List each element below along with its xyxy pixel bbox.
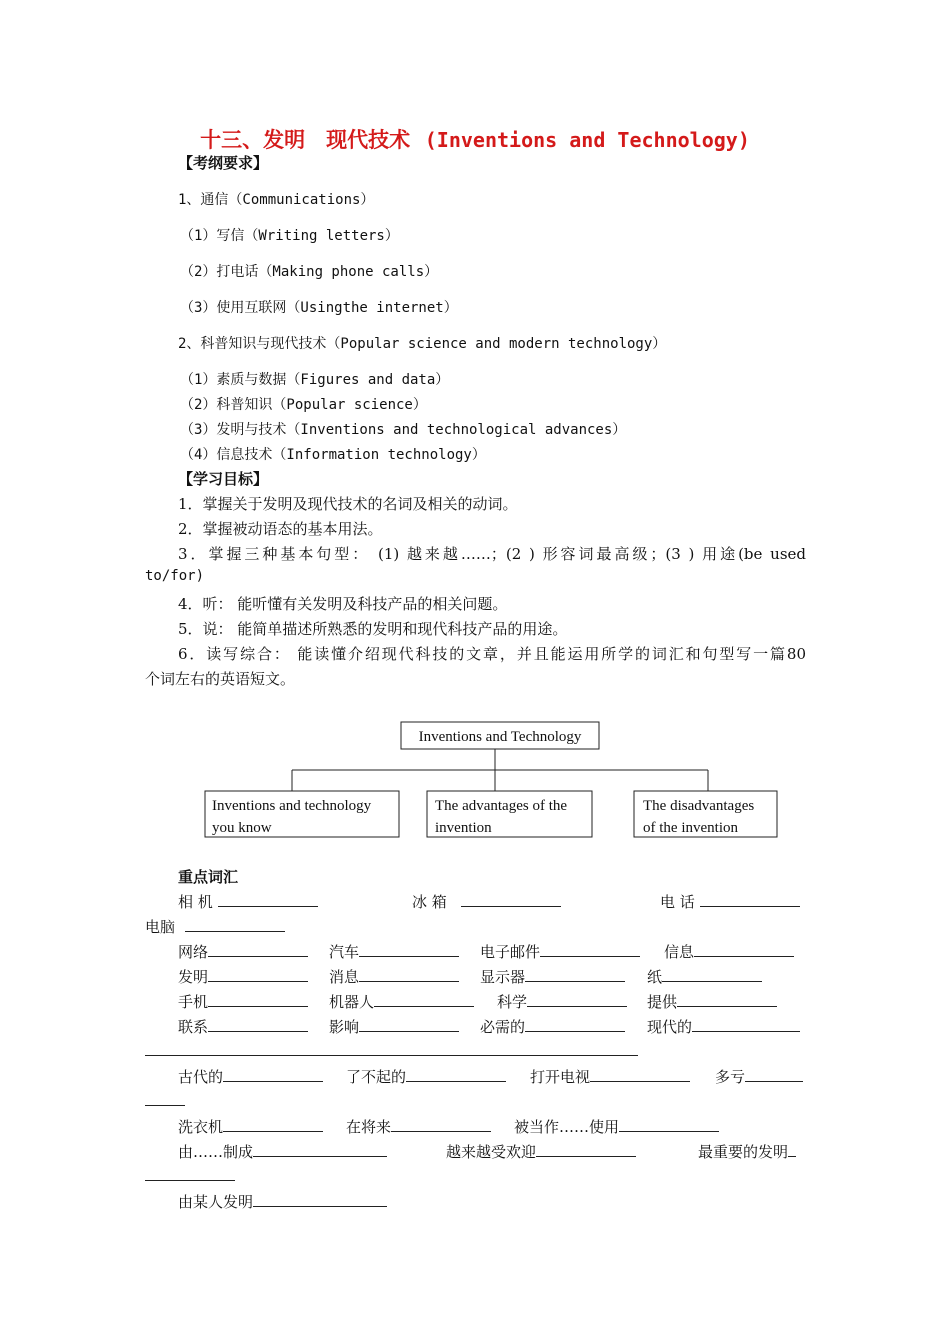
vocab-word: 古代的 <box>178 1068 224 1086</box>
answer-blank[interactable] <box>208 967 308 982</box>
vocab-item <box>329 991 474 1012</box>
answer-blank[interactable] <box>208 992 308 1007</box>
vocab-word: 必需的 <box>480 1018 526 1036</box>
answer-blank[interactable] <box>208 942 308 957</box>
vocab-item <box>412 891 561 912</box>
vocab-item <box>178 966 308 987</box>
vocab-word: 多亏 <box>715 1068 746 1086</box>
vocab-item <box>647 1016 800 1037</box>
vocab-word: 了不起的 <box>346 1068 407 1086</box>
vocab-word: 发明 <box>178 968 209 986</box>
exam-item: （1）素质与数据（Figures and data） <box>180 372 450 388</box>
vocab-item <box>178 1116 323 1137</box>
vocab-item <box>664 941 794 962</box>
goal-item: 2．掌握被动语态的基本用法。 <box>178 520 383 538</box>
vocab-word: 最重要的发明 <box>698 1143 789 1161</box>
answer-blank-cont[interactable] <box>145 1041 638 1056</box>
answer-blank[interactable] <box>677 992 777 1007</box>
exam-item: （1）写信（Writing letters） <box>180 228 399 244</box>
vocab-word: 在将来 <box>346 1118 392 1136</box>
vocab-item <box>647 991 777 1012</box>
vocab-item <box>178 1191 387 1212</box>
vocab-word: 科学 <box>497 993 528 1011</box>
vocab-item <box>715 1066 803 1087</box>
answer-blank[interactable] <box>692 1017 800 1032</box>
answer-blank[interactable] <box>619 1117 719 1132</box>
vocab-word: 提供 <box>647 993 678 1011</box>
vocab-item <box>178 1141 387 1162</box>
diagram-child-label: The advantages of the <box>435 798 568 814</box>
vocab-item <box>446 1141 636 1162</box>
vocab-item <box>480 1016 625 1037</box>
vocab-item <box>178 891 318 912</box>
answer-blank[interactable] <box>218 892 318 907</box>
answer-blank[interactable] <box>700 892 800 907</box>
topic-diagram <box>200 718 785 843</box>
answer-blank[interactable] <box>540 942 640 957</box>
answer-blank[interactable] <box>185 917 285 932</box>
answer-blank[interactable] <box>223 1117 323 1132</box>
goal-item: 6．读写综合： 能读懂介绍现代科技的文章，并且能运用所学的词汇和句型写一篇80 <box>178 645 806 663</box>
goal-item-cont: 个词左右的英语短文。 <box>145 670 296 688</box>
vocab-item <box>329 966 459 987</box>
answer-blank[interactable] <box>590 1067 690 1082</box>
diagram-child-label: invention <box>435 820 492 836</box>
answer-blank[interactable] <box>359 942 459 957</box>
vocab-word: 由……制成 <box>178 1143 254 1161</box>
answer-blank[interactable] <box>223 1067 323 1082</box>
vocab-word: 网络 <box>178 943 209 961</box>
answer-blank-cont[interactable] <box>145 1166 235 1181</box>
title-cn: 十三、发明 现代技术 <box>200 128 411 152</box>
vocab-word: 信息 <box>664 943 695 961</box>
answer-blank[interactable] <box>662 967 762 982</box>
answer-blank[interactable] <box>536 1142 636 1157</box>
vocab-word: 被当作……使用 <box>514 1118 620 1136</box>
vocab-word: 影响 <box>329 1018 360 1036</box>
vocab-word: 消息 <box>329 968 360 986</box>
vocab-word: 汽车 <box>329 943 360 961</box>
vocab-item <box>178 941 308 962</box>
vocab-word: 相 机 <box>178 893 213 911</box>
vocab-word: 现代的 <box>647 1018 693 1036</box>
title-en: (Inventions and Technology) <box>424 128 750 152</box>
page-title <box>0 124 950 154</box>
vocab-word: 打开电视 <box>530 1068 591 1086</box>
vocab-item <box>145 916 285 937</box>
vocab-item <box>178 1066 323 1087</box>
vocab-word: 冰 箱 <box>412 893 447 911</box>
vocab-item <box>329 941 459 962</box>
exam-item: （4）信息技术（Information technology） <box>180 447 486 463</box>
answer-blank[interactable] <box>406 1067 506 1082</box>
exam-item: （2）科普知识（Popular science） <box>180 397 427 413</box>
vocab-item <box>530 1066 690 1087</box>
goals-header: 【学习目标】 <box>178 470 269 488</box>
vocab-word: 机器人 <box>329 993 375 1011</box>
vocab-item <box>660 891 800 912</box>
vocab-item <box>480 941 640 962</box>
vocab-word: 纸 <box>647 968 663 986</box>
goal-item: 4．听： 能听懂有关发明及科技产品的相关问题。 <box>178 595 508 613</box>
exam-item: 2、科普知识与现代技术（Popular science and modern technology） <box>178 336 667 352</box>
vocab-word: 越来越受欢迎 <box>446 1143 537 1161</box>
answer-blank[interactable] <box>788 1142 796 1157</box>
diagram-child-label: of the invention <box>643 820 738 836</box>
vocab-word: 由某人发明 <box>178 1193 254 1211</box>
vocab-item <box>346 1116 491 1137</box>
answer-blank[interactable] <box>391 1117 491 1132</box>
answer-blank[interactable] <box>745 1067 803 1082</box>
vocab-item <box>647 966 762 987</box>
exam-item: 1、通信（Communications） <box>178 192 375 208</box>
vocab-word: 电子邮件 <box>480 943 541 961</box>
vocab-item <box>480 966 625 987</box>
goal-item: 5．说： 能简单描述所熟悉的发明和现代科技产品的用途。 <box>178 620 568 638</box>
vocab-word: 洗衣机 <box>178 1118 224 1136</box>
vocab-word: 联系 <box>178 1018 209 1036</box>
goal-item: 1．掌握关于发明及现代技术的名词及相关的动词。 <box>178 495 518 513</box>
answer-blank[interactable] <box>461 892 561 907</box>
answer-blank[interactable] <box>694 942 794 957</box>
goal-item: 3．掌握三种基本句型： (1) 越来越……；(2 ) 形容词最高级；(3 ) 用途(be used <box>178 545 806 563</box>
answer-blank-cont[interactable] <box>145 1091 185 1106</box>
vocab-word: 显示器 <box>480 968 526 986</box>
diagram-root-label: Inventions and Technology <box>418 729 582 745</box>
exam-item: （3）使用互联网（Usingthe internet） <box>180 300 458 316</box>
answer-blank[interactable] <box>525 967 625 982</box>
answer-blank[interactable] <box>253 1142 387 1157</box>
vocab-word: 电 话 <box>660 893 695 911</box>
vocab-header: 重点词汇 <box>178 868 239 886</box>
diagram-child-label: The disadvantages <box>643 798 755 814</box>
answer-blank[interactable] <box>253 1192 387 1207</box>
vocab-item <box>698 1141 796 1162</box>
vocab-item <box>178 1016 308 1037</box>
diagram-child-label: you know <box>212 820 272 836</box>
diagram-child-label: Inventions and technology <box>212 798 372 814</box>
vocab-word: 电脑 <box>145 918 176 936</box>
vocab-item <box>514 1116 719 1137</box>
vocab-item <box>346 1066 506 1087</box>
exam-item: （3）发明与技术（Inventions and technological advances） <box>180 422 627 438</box>
answer-blank[interactable] <box>525 1017 625 1032</box>
vocab-word: 手机 <box>178 993 209 1011</box>
answer-blank[interactable] <box>359 967 459 982</box>
exam-item: （2）打电话（Making phone calls） <box>180 264 439 280</box>
vocab-item <box>178 991 308 1012</box>
answer-blank[interactable] <box>208 1017 308 1032</box>
exam-header: 【考纲要求】 <box>178 154 269 172</box>
answer-blank[interactable] <box>359 1017 459 1032</box>
vocab-item <box>329 1016 459 1037</box>
answer-blank[interactable] <box>527 992 627 1007</box>
answer-blank[interactable] <box>374 992 474 1007</box>
goal-item-cont: to/for) <box>145 568 205 584</box>
vocab-item <box>497 991 627 1012</box>
